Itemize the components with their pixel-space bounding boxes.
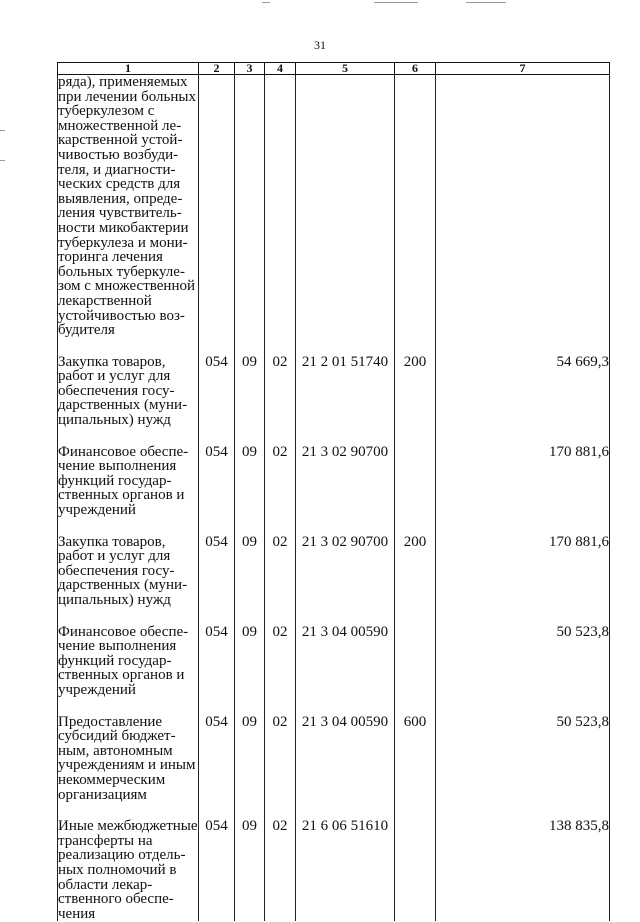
section-code: 09 bbox=[235, 535, 265, 608]
section-code: 09 bbox=[235, 445, 265, 518]
page-number: 31 bbox=[314, 38, 326, 52]
row-description: ряда), применяемых при лечении больных туберкулезом с множественной лекарственной устойчивостью возбудителя, и диагностических средств для выявления, определения чувствительности микобактерии туберкулеза и мониторинга лечения больных туберкулезом с множественной лекарственной устойчивостью возбудителя bbox=[58, 75, 199, 338]
row-spacer bbox=[58, 802, 610, 819]
budget-table bbox=[57, 62, 610, 921]
subsection-code: 02 bbox=[265, 819, 296, 921]
section-code: 09 bbox=[235, 625, 265, 698]
scan-mark bbox=[262, 2, 270, 3]
column-header: 5 bbox=[296, 63, 395, 75]
header-row bbox=[58, 63, 610, 75]
section-code bbox=[235, 75, 265, 338]
expense-type-code bbox=[395, 75, 436, 338]
subsection-code bbox=[265, 75, 296, 338]
subsection-code: 02 bbox=[265, 535, 296, 608]
column-header: 7 bbox=[436, 63, 610, 75]
amount: 50 523,8 bbox=[436, 715, 610, 803]
row-spacer bbox=[58, 518, 610, 535]
amount: 170 881,6 bbox=[436, 535, 610, 608]
table-row bbox=[58, 75, 610, 338]
expense-type-code bbox=[395, 819, 436, 921]
scan-mark bbox=[0, 130, 5, 131]
amount: 138 835,8 bbox=[436, 819, 610, 921]
row-description: Закупка товаров, работ и услуг для обеспечения государственных (муниципальных) нужд bbox=[58, 535, 199, 608]
row-description: Финансовое обеспечение выполнения функций государственных органов и учреждений bbox=[58, 625, 199, 698]
table-row bbox=[58, 535, 610, 608]
ministry-code: 054 bbox=[199, 355, 235, 428]
column-header: 3 bbox=[235, 63, 265, 75]
table-row bbox=[58, 355, 610, 428]
subsection-code: 02 bbox=[265, 445, 296, 518]
table-row bbox=[58, 715, 610, 803]
ministry-code: 054 bbox=[199, 445, 235, 518]
expense-type-code bbox=[395, 445, 436, 518]
row-description: Иные межбюджетные трансферты на реализацию отдельных полномочий в области лекарственного обеспечения bbox=[58, 818, 198, 922]
row-description: Закупка товаров, работ и услуг для обеспечения государственных (муниципальных) нужд bbox=[58, 355, 199, 428]
target-article-code: 21 3 02 90700 bbox=[296, 445, 395, 518]
expense-type-code: 200 bbox=[395, 355, 436, 428]
scan-mark bbox=[374, 2, 418, 3]
table-row bbox=[58, 445, 610, 518]
target-article-code: 21 3 04 00590 bbox=[296, 625, 395, 698]
row-spacer bbox=[58, 338, 610, 355]
amount: 54 669,3 bbox=[436, 355, 610, 428]
ministry-code bbox=[199, 75, 235, 338]
row-spacer bbox=[58, 698, 610, 715]
target-article-code: 21 6 06 51610 bbox=[296, 819, 395, 921]
row-spacer bbox=[58, 428, 610, 445]
row-spacer bbox=[58, 608, 610, 625]
ministry-code: 054 bbox=[199, 715, 235, 803]
expense-type-code: 200 bbox=[395, 535, 436, 608]
scan-mark bbox=[466, 2, 506, 3]
amount: 170 881,6 bbox=[436, 445, 610, 518]
target-article-code: 21 3 02 90700 bbox=[296, 535, 395, 608]
target-article-code: 21 3 04 00590 bbox=[296, 715, 395, 803]
column-header: 6 bbox=[395, 63, 436, 75]
row-description: Финансовое обеспечение выполнения функций государственных органов и учреждений bbox=[58, 445, 199, 518]
column-header: 4 bbox=[265, 63, 296, 75]
ministry-code: 054 bbox=[199, 819, 235, 921]
subsection-code: 02 bbox=[265, 355, 296, 428]
amount: 50 523,8 bbox=[436, 625, 610, 698]
table-row bbox=[58, 819, 610, 921]
section-code: 09 bbox=[235, 715, 265, 803]
row-description: Предоставление субсидий бюджетным, автономным учреждениям и иным некоммерческим организациям bbox=[58, 715, 199, 803]
scan-mark bbox=[0, 160, 5, 161]
amount bbox=[436, 75, 610, 338]
expense-type-code bbox=[395, 625, 436, 698]
subsection-code: 02 bbox=[265, 625, 296, 698]
ministry-code: 054 bbox=[199, 625, 235, 698]
subsection-code: 02 bbox=[265, 715, 296, 803]
expense-type-code: 600 bbox=[395, 715, 436, 803]
column-header: 2 bbox=[199, 63, 235, 75]
table-row bbox=[58, 625, 610, 698]
column-header: 1 bbox=[58, 63, 199, 75]
target-article-code: 21 2 01 51740 bbox=[296, 355, 395, 428]
section-code: 09 bbox=[235, 355, 265, 428]
ministry-code: 054 bbox=[199, 535, 235, 608]
target-article-code bbox=[296, 75, 395, 338]
section-code: 09 bbox=[235, 819, 265, 921]
